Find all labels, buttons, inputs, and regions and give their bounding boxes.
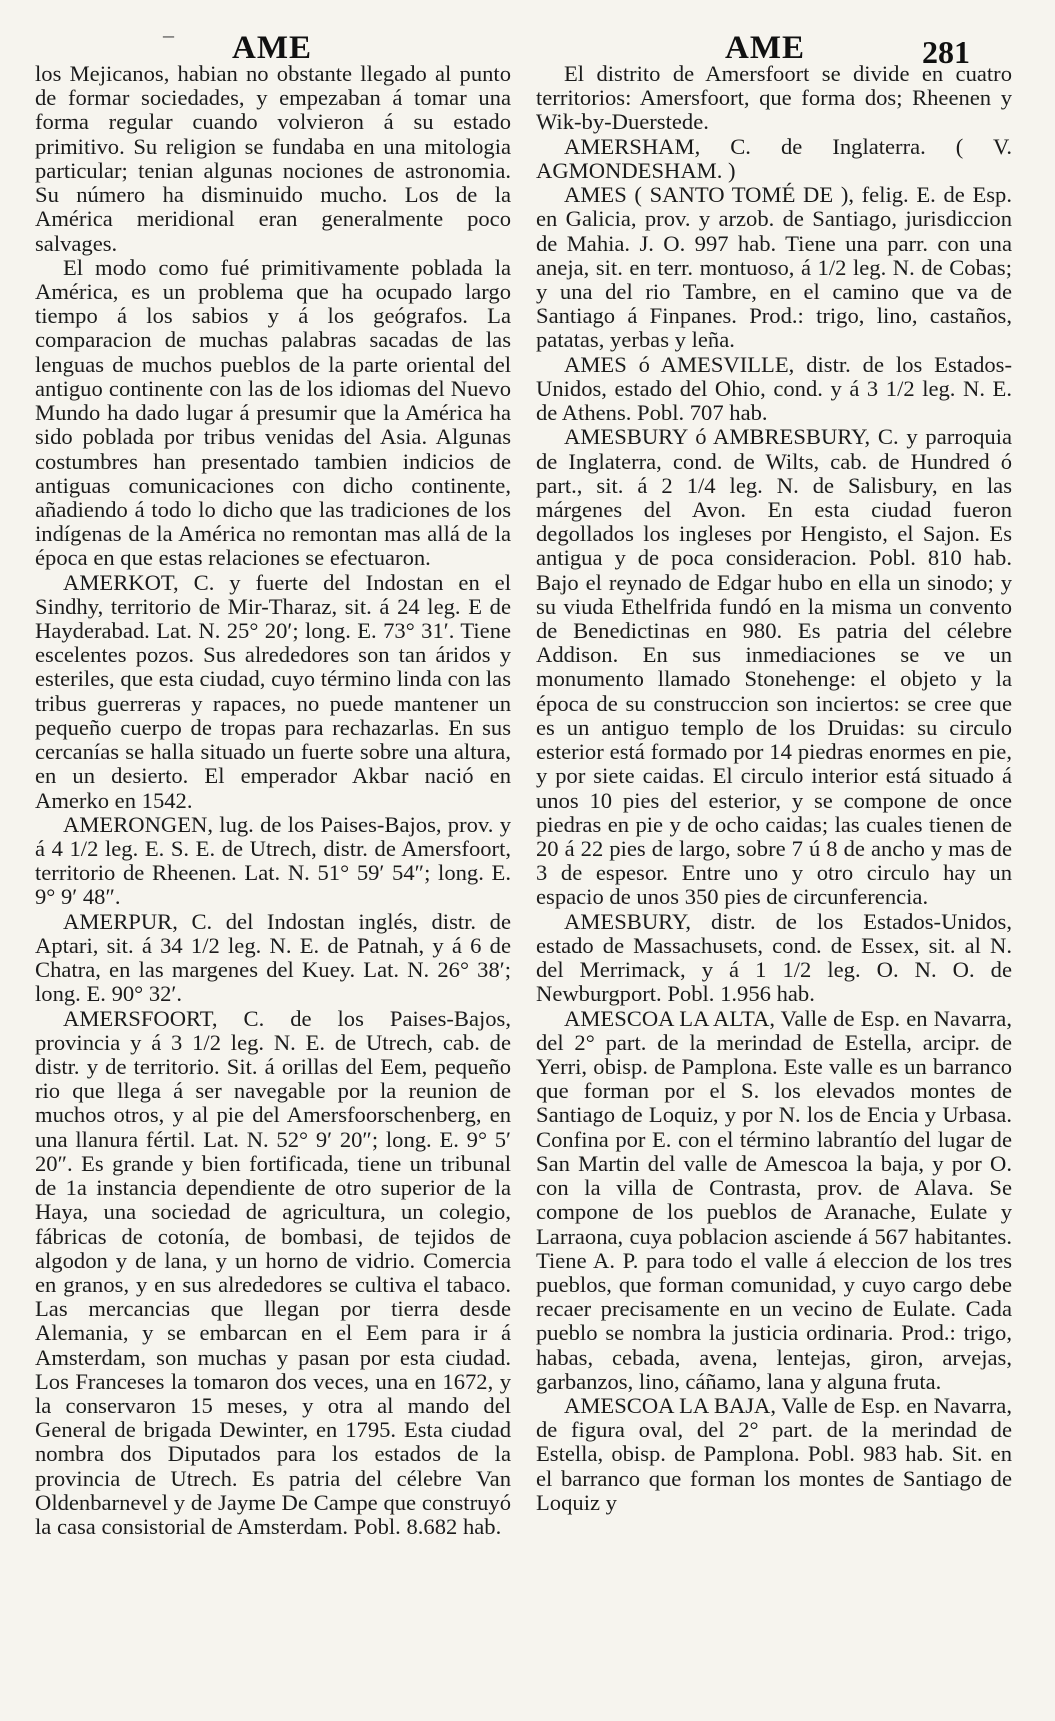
entry-ames-santo-tome: AMES ( SANTO TOMÉ DE ), felig. E. de Esp. en Galicia, prov. y arzob. de Santiago, jurisdiccion de Mahia. J. O. 997 hab. Tiene una parr. con una aneja, sit. en terr. montuoso, á 1/2 leg. N. de Cobas; y una del rio Tambre, en el camino que va de Santiago á Finpanes. Prod.: trigo, lino, castaños, patatas, yerbas y leña. [536, 182, 1012, 353]
entry-paragraph: El distrito de Amersfoort se divide en cuatro territorios: Amersfoort, que forma dos; Rheenen y Wik-by-Duerstede. [536, 61, 1012, 135]
entry-amesbury-england: AMESBURY ó AMBRESBURY, C. y parroquia de Inglaterra, cond. de Wilts, cab. de Hundred ó part., sit. á 2 1/4 leg. N. de Salisbury, en las márgenes del Avon. En esta ciudad fueron degollados los ingleses por Hengisto, el Sajon. Es antigua y de poca consideracion. Pobl. 810 hab. Bajo el reynado de Edgar hubo en ella un sinodo; y su viuda Ethelfrida fundó en la misma un convento de Benedictinas en 980. Es patria del célebre Addison. En sus inmediaciones se ve un monumento llamado Stonehenge: el objeto y la época de su construccion son inciertos: se cree que es un antiguo templo de los Druidas: su circulo esterior está formado por 14 piedras enormes en pie, y por siete caidas. El circulo interior está situado á unos 10 pies del esterior, y se compone de once piedras en pie y de ocho caidas; las cuales tienen de 20 á 22 pies de largo, sobre 7 ú 8 de ancho y mas de 3 de espesor. Entre uno y otro circulo hay un espacio de unos 350 pies de circunferencia. [536, 424, 1012, 910]
entry-paragraph: El modo como fué primitivamente poblada la América, es un problema que ha ocupado largo tiempo á los sabios y á los geógrafos. La comparacion de muchas palabras sacadas de las lenguas de muchos pueblos de la parte oriental del antiguo continente con las de los idiomas del Nuevo Mundo ha dado lugar á presumir que la América ha sido poblada por tribus venidas del Asia. Algunas costumbres han presentado tambien indicios de antiguas comunicaciones con dicho continente, añadiendo á todo lo dicho que las tradiciones de los indígenas de la América no remontan mas allá de la época en que estas relaciones se efectuaron. [35, 254, 511, 571]
entry-ames-amesville: AMES ó AMESVILLE, distr. de los Estados-Unidos, estado del Ohio, cond. y á 3 1/2 leg. N. E. de Athens. Pobl. 707 hab. [536, 351, 1012, 426]
entry-amescoa-la-alta: AMESCOA LA ALTA, Valle de Esp. en Navarra, del 2° part. de la merindad de Estella, arcipr. de Yerri, obisp. de Pamplona. Este valle es un barranco que forman por el S. los elevados montes de Santiago de Loquiz, y por N. los de Encia y Urbasa. Confina por E. con el término labrantío del lugar de San Martin del valle de Amescoa la baja, y por O. con la villa de Contrasta, prov. de Alava. Se compone de los pueblos de Aranache, Eulate y Larraona, cuya poblacion asciende á 567 habitantes. Tiene A. P. para todo el valle á eleccion de los tres pueblos, que forman comunidad, y cuyo cargo debe recaer precisamente en un vecino de Eulate. Cada pueblo se nombra la justicia ordinaria. Prod.: trigo, habas, cebada, avena, lentejas, giron, arvejas, garbanzos, lino, cáñamo, lana y alguna fruta. [536, 1005, 1012, 1394]
header-dash: – [163, 22, 174, 47]
right-column [536, 62, 1012, 1515]
left-column [35, 62, 511, 1539]
entry-amersham: AMERSHAM, C. de Inglaterra. ( V. AGMONDESHAM. ) [536, 133, 1012, 183]
entry-amersfoort: AMERSFOORT, C. de los Paises-Bajos, provincia y á 3 1/2 leg. N. E. de Utrech, cab. de distr. y de territorio. Sit. á orillas del Eem, pequeño rio que llega á ser navegable por la reunion de muchos otros, y al pie del Amersfoorschenberg, en una llanura fértil. Lat. N. 52° 9′ 20″; long. E. 9° 5′ 20″. Es grande y bien fortificada, tiene un tribunal de 1a instancia dependiente de otro superior de la Haya, una sociedad de agricultura, un colegio, fábricas de cotonía, de bombasi, de tejidos de algodon y de lana, y un horno de vidrio. Comercia en granos, y en sus alrededores se cultiva el tabaco. Las mercancias que llegan por tierra desde Alemania, y se embarcan en el Eem para ir á Amsterdam, son muchas y pasan por esta ciudad. Los Franceses la tomaron dos veces, una en 1672, y la conservaron 15 meses, y otra al mando del General de brigada Dewinter, en 1795. Esta ciudad nombra dos Diputados para los estados de la provincia de Utrech. Es patria del célebre Van Oldenbarnevel y de Jayme De Campe que construyó la casa consistorial de Amsterdam. Pobl. 8.682 hab. [35, 1005, 511, 1540]
entry-amescoa-la-baja: AMESCOA LA BAJA, Valle de Esp. en Navarra, de figura oval, del 2° part. de la merindad de Estella, obisp. de Pamplona. Pobl. 983 hab. Sit. en el barranco que forman los montes de Santiago de Loquiz y [536, 1393, 1012, 1515]
entry-amerongen: AMERONGEN, lug. de los Paises-Bajos, prov. y á 4 1/2 leg. E. S. E. de Utrech, distr. de Amersfoort, territorio de Rheenen. Lat. N. 51° 59′ 54″; long. E. 9° 9′ 48″. [35, 811, 511, 910]
entry-amesbury-usa: AMESBURY, distr. de los Estados-Unidos, estado de Massachusets, cond. de Essex, sit. al N. del Merrimack, y á 1 1/2 leg. O. N. O. de Newburgport. Pobl. 1.956 hab. [536, 908, 1012, 1007]
page-number: 281 [922, 34, 970, 70]
entry-amerpur: AMERPUR, C. del Indostan inglés, distr. de Aptari, sit. á 34 1/2 leg. N. E. de Patnah, y á 6 de Chatra, en las margenes del Kuey. Lat. N. 26° 38′; long. E. 90° 32′. [35, 908, 511, 1007]
left-running-head: AME [232, 30, 312, 66]
right-running-head: AME [725, 30, 805, 66]
entry-amerkot: AMERKOT, C. y fuerte del Indostan en el Sindhy, territorio de Mir-Tharaz, sit. á 24 leg. E de Hayderabad. Lat. N. 25° 20′; long. E. 73° 31′. Tiene escelentes pozos. Sus alrededores son tan áridos y esteriles, que esta ciudad, cuyo término linda con las tribus guerreras y rapaces, no puede mantener un pequeño cuerpo de tropas para rechazarlas. En sus cercanías se halla situado un fuerte sobre una altura, en un desierto. El emperador Akbar nació en Amerko en 1542. [35, 569, 511, 813]
entry-paragraph: los Mejicanos, habian no obstante llegado al punto de formar sociedades, y empezaban á tomar una forma regular cuando volvieron á su estado primitivo. Su religion se fundaba en una mitologia particular; tenian algunas nociones de astronomia. Su número ha disminuido mucho. Los de la América meridional eran generalmente poco salvages. [35, 61, 511, 256]
